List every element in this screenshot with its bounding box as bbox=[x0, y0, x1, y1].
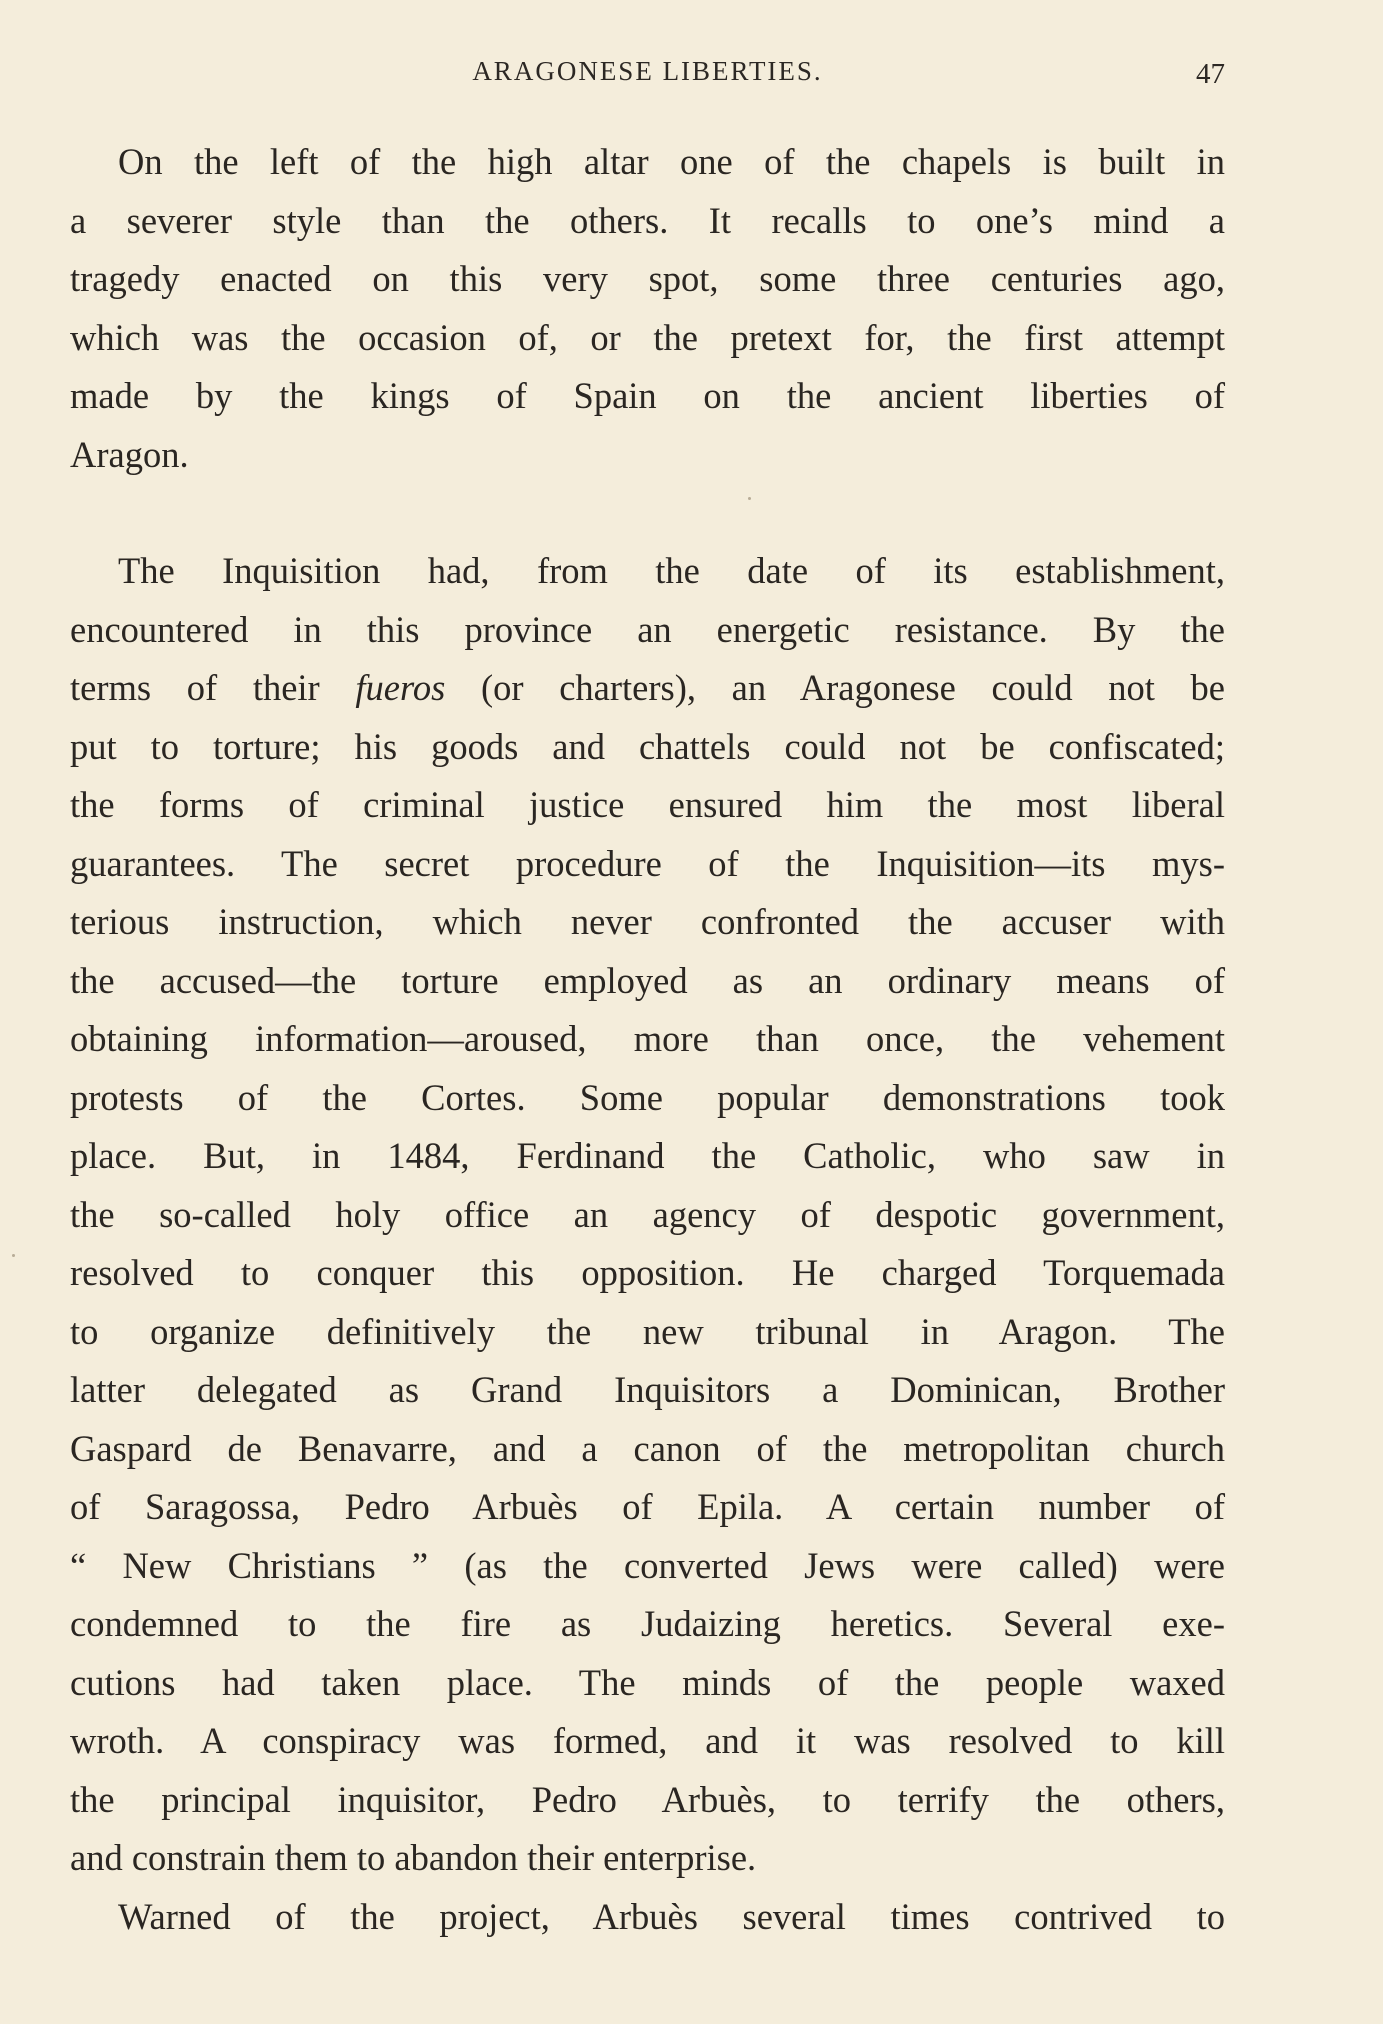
text-line-with-italic bbox=[70, 659, 1225, 718]
text-line: a severer style than the others. It recalls to one’s mind a bbox=[70, 199, 1225, 241]
text-fragment: terms of their bbox=[70, 667, 320, 708]
text-line: put to torture; his goods and chattels could not be confiscated; bbox=[70, 725, 1225, 767]
text-line: The Inquisition had, from the date of its establishment, bbox=[118, 550, 1225, 591]
text-line: Gaspard de Benavarre, and a canon of the metropolitan church bbox=[70, 1427, 1225, 1469]
text-line: the principal inquisitor, Pedro Arbuès, to terrify the others, bbox=[70, 1778, 1225, 1820]
running-title: ARAGONESE LIBERTIES. bbox=[472, 56, 823, 86]
text-line: Aragon. bbox=[70, 433, 189, 475]
paragraph-2 bbox=[70, 542, 1225, 1888]
text-line: resolved to conquer this opposition. He charged Torquemada bbox=[70, 1252, 1225, 1293]
text-line: On the left of the high altar one of the chapels is built in bbox=[118, 141, 1225, 182]
text-fragment: (or charters), an Aragonese could not be bbox=[480, 667, 1225, 708]
text-line: obtaining information—aroused, more than once, the vehement bbox=[70, 1018, 1225, 1059]
text-line: the forms of criminal justice ensured him the most liberal bbox=[70, 784, 1225, 825]
paragraph-3 bbox=[70, 1888, 1225, 1947]
text-line: tragedy enacted on this very spot, some three centuries ago, bbox=[70, 258, 1225, 299]
italic-term: fueros bbox=[355, 667, 446, 708]
text-line: encountered in this province an energetic resistance. By the bbox=[70, 608, 1225, 650]
text-line: protests of the Cortes. Some popular demonstrations took bbox=[70, 1076, 1225, 1118]
text-line: the accused—the torture employed as an ordinary means of bbox=[70, 959, 1225, 1001]
running-head bbox=[70, 56, 1225, 96]
text-line: wroth. A conspiracy was formed, and it was resolved to kill bbox=[70, 1720, 1225, 1761]
paper-speck bbox=[12, 1254, 15, 1257]
text-line: latter delegated as Grand Inquisitors a Dominican, Brother bbox=[70, 1369, 1225, 1410]
text-line: the so-called holy office an agency of despotic government, bbox=[70, 1193, 1225, 1235]
paper-speck bbox=[748, 497, 751, 500]
text-line: and constrain them to abandon their enterprise. bbox=[70, 1837, 757, 1878]
text-line: “ New Christians ” (as the converted Jews were called) were bbox=[70, 1544, 1225, 1586]
body-text bbox=[70, 133, 1225, 1946]
text-line: of Saragossa, Pedro Arbuès of Epila. A certain number of bbox=[70, 1486, 1225, 1527]
text-line: place. But, in 1484, Ferdinand the Catholic, who saw in bbox=[70, 1135, 1225, 1176]
text-line: to organize definitively the new tribunal in Aragon. The bbox=[70, 1310, 1225, 1352]
text-line: which was the occasion of, or the pretext for, the first attempt bbox=[70, 316, 1225, 358]
paragraph-gap bbox=[70, 484, 1225, 542]
paragraph-1 bbox=[70, 133, 1225, 484]
text-line: made by the kings of Spain on the ancient liberties of bbox=[70, 375, 1225, 416]
text-line: guarantees. The secret procedure of the Inquisition—its mys- bbox=[70, 842, 1225, 884]
text-line: cutions had taken place. The minds of the people waxed bbox=[70, 1661, 1225, 1703]
text-line: terious instruction, which never confronted the accuser with bbox=[70, 901, 1225, 942]
text-line: condemned to the fire as Judaizing heretics. Several exe- bbox=[70, 1603, 1225, 1644]
text-line: Warned of the project, Arbuès several times contrived to bbox=[118, 1895, 1225, 1937]
page-number: 47 bbox=[1196, 58, 1225, 90]
